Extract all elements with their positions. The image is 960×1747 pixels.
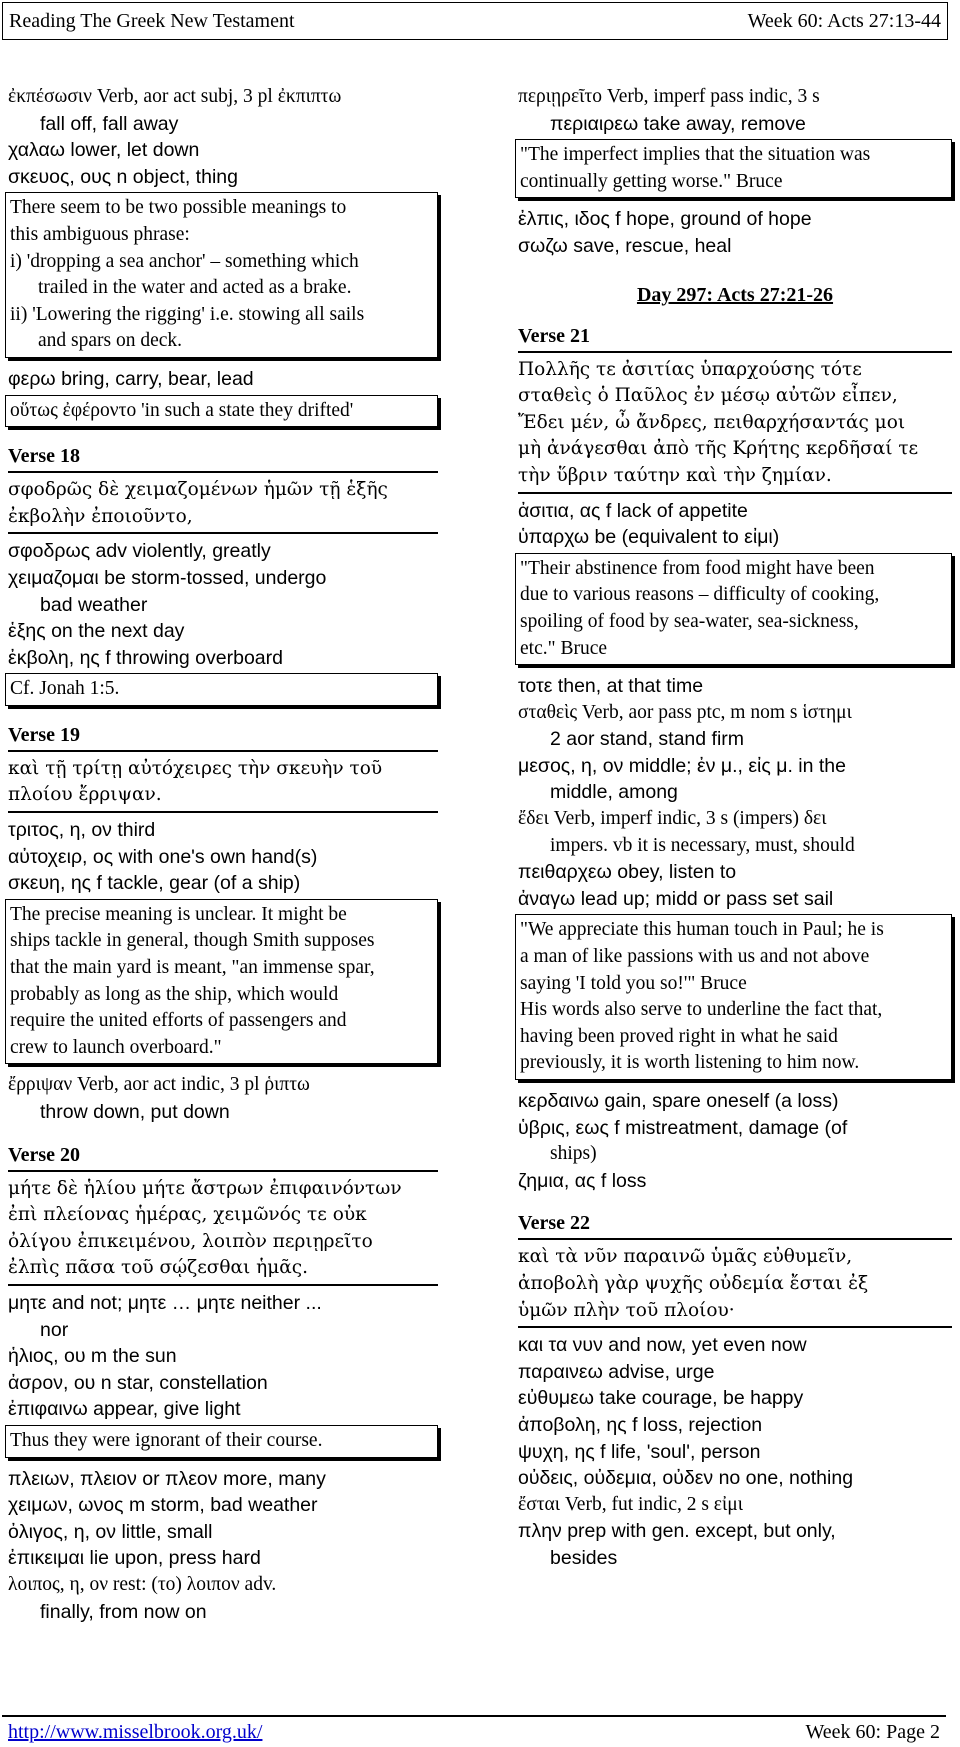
greek-line: σφοδρῶς δὲ χειμαζομένων ἡμῶν τῇ ἑξῆς bbox=[8, 479, 388, 501]
note-line: that the main yard is meant, "an immense spar, bbox=[10, 957, 375, 979]
lex-entry: σταθεὶς Verb, aor pass ptc, m nom s ἱστημι bbox=[518, 701, 852, 723]
greek-line: Πολλῆς τε ἀσιτίας ὑπαρχούσης τότε bbox=[518, 358, 862, 380]
lex-entry: περιῃρεῖτο Verb, imperf pass indic, 3 s bbox=[518, 86, 820, 107]
lex-entry: αὐτοχειρ, ος with one's own hand(s) bbox=[8, 845, 318, 868]
greek-line: τὴν ὕβριν ταύτην καὶ τὴν ζημίαν. bbox=[518, 464, 832, 486]
note-line: due to various reasons – difficulty of cooking, bbox=[520, 584, 880, 606]
verse-heading-19: Verse 19 bbox=[8, 722, 438, 752]
lex-gloss: περιαιρεω take away, remove bbox=[550, 112, 806, 135]
lex-gloss: 2 aor stand, stand firm bbox=[550, 728, 745, 751]
lex-entry: ἑξης on the next day bbox=[8, 620, 185, 643]
greek-text-22 bbox=[518, 1244, 952, 1328]
note-line: this ambiguous phrase: bbox=[10, 223, 190, 245]
note-line: The precise meaning is unclear. It might be bbox=[10, 903, 347, 925]
lex-entry: σκευη, ης f tackle, gear (of a ship) bbox=[8, 872, 301, 895]
lex-entry: ἔρριψαν Verb, aor act indic, 3 pl ῥιπτω bbox=[8, 1074, 310, 1096]
lex-entry: τοτε then, at that time bbox=[518, 675, 704, 698]
lex-entry: μητε and not; μητε … μητε neither ... bbox=[8, 1291, 322, 1314]
note-line: and spars on deck. bbox=[38, 330, 183, 352]
lex-gloss: ships) bbox=[550, 1143, 597, 1165]
greek-line: μὴ ἀνάγεσθαι ἀπὸ τῆς Κρήτης κερδῆσαί τε bbox=[518, 438, 919, 460]
page-footer bbox=[2, 1715, 946, 1743]
lex-entry: ἀναγω lead up; midd or pass set sail bbox=[518, 887, 834, 910]
note-line: His words also serve to underline the fact that, bbox=[520, 999, 883, 1021]
lex-entry: φερω bring, carry, bear, lead bbox=[8, 367, 254, 390]
greek-text-21 bbox=[518, 357, 952, 494]
header-title: Reading The Greek New Testament bbox=[9, 10, 295, 32]
lex-entry: ἡλιος, ου m the sun bbox=[8, 1345, 177, 1368]
greek-line: Ἔδει μέν, ὦ ἄνδρες, πειθαρχήσαντάς μοι bbox=[518, 411, 906, 433]
note-line: ii) 'Lowering the rigging' i.e. stowing all sails bbox=[10, 303, 365, 325]
verse-heading-22: Verse 22 bbox=[518, 1210, 952, 1240]
lex-gloss: throw down, put down bbox=[40, 1101, 230, 1123]
lex-entry: ψυχη, ης f life, 'soul', person bbox=[518, 1440, 761, 1463]
note-line: "We appreciate this human touch in Paul; he is bbox=[520, 919, 884, 941]
greek-text-18 bbox=[8, 477, 438, 534]
greek-line: μήτε δὲ ἡλίου μήτε ἄστρων ἐπιφαινόντων bbox=[8, 1177, 402, 1199]
lex-entry: τριτος, η, ον third bbox=[8, 819, 156, 842]
header-week: Week 60: Acts 27:13-44 bbox=[747, 10, 941, 32]
lex-gloss: middle, among bbox=[550, 781, 678, 804]
lex-entry: χαλαω lower, let down bbox=[8, 139, 200, 162]
note-line: Thus they were ignorant of their course. bbox=[10, 1429, 323, 1451]
note-box bbox=[5, 1425, 438, 1458]
note-line: a man of like passions with us and not above bbox=[520, 946, 870, 968]
note-line: spoiling of food by sea-water, sea-sickness, bbox=[520, 610, 859, 632]
greek-line: ἀποβολὴ γὰρ ψυχῆς οὐδεμία ἔσται ἐξ bbox=[518, 1272, 869, 1294]
note-line: There seem to be two possible meanings to bbox=[10, 197, 347, 219]
left-column bbox=[8, 84, 438, 1625]
phrase-text: οὕτως ἐφέροντο 'in such a state they drifted' bbox=[10, 399, 354, 421]
lex-entry: ἔδει Verb, imperf indic, 3 s (impers) δει bbox=[518, 808, 827, 830]
greek-line: σταθεὶς ὁ Παῦλος ἐν μέσῳ αὐτῶν εἶπεν, bbox=[518, 385, 898, 407]
lex-entry: χειμαζομαι be storm-tossed, undergo bbox=[8, 566, 327, 589]
note-line: Cf. Jonah 1:5. bbox=[10, 678, 120, 700]
lex-entry: ὀλιγος, η, ον little, small bbox=[8, 1520, 213, 1543]
note-line: "Their abstinence from food might have been bbox=[520, 557, 875, 579]
lex-entry: εὐθυμεω take courage, be happy bbox=[518, 1387, 804, 1410]
verse-heading-18: Verse 18 bbox=[8, 443, 438, 473]
note-line: probably as long as the ship, which would bbox=[10, 983, 339, 1005]
lex-entry: ὑπαρχω be (equivalent to εἰμι) bbox=[518, 526, 780, 549]
lex-entry: ἐκπέσωσιν Verb, aor act subj, 3 pl ἐκπιπτω bbox=[8, 86, 342, 107]
note-box bbox=[515, 553, 952, 665]
note-line: previously, it is worth listening to him now. bbox=[520, 1052, 860, 1074]
note-box bbox=[515, 139, 952, 198]
lex-entry: ἀσιτια, ας f lack of appetite bbox=[518, 499, 748, 522]
greek-line: καὶ τῇ τρίτῃ αὐτόχειρες τὴν σκευὴν τοῦ bbox=[8, 757, 383, 779]
greek-line: ὀλίγου ἐπικειμένου, λοιπὸν περιῃρεῖτο bbox=[8, 1230, 373, 1252]
verse-heading-20: Verse 20 bbox=[8, 1142, 438, 1172]
lex-entry: οὐδεις, οὐδεμια, οὐδεν no one, nothing bbox=[518, 1467, 854, 1490]
day-heading: Day 297: Acts 27:21-26 bbox=[636, 283, 834, 306]
note-line: crew to launch overboard." bbox=[10, 1036, 222, 1058]
lex-entry: και τα νυν and now, yet even now bbox=[518, 1334, 807, 1357]
lex-entry: χειμων, ωνος m storm, bad weather bbox=[8, 1494, 318, 1517]
lex-entry: λοιπος, η, ον rest: (το) λοιπον adv. bbox=[8, 1573, 277, 1595]
note-line: saying 'I told you so!'" Bruce bbox=[520, 972, 747, 994]
lex-entry: ὑβρις, εως f mistreatment, damage (of bbox=[518, 1116, 848, 1139]
lex-entry: ἀποβολη, ης f loss, rejection bbox=[518, 1413, 763, 1436]
note-box bbox=[5, 192, 438, 358]
greek-line: ἐκβολὴν ἐποιοῦντο, bbox=[8, 505, 193, 527]
lex-entry: πλην prep with gen. except, but only, bbox=[518, 1520, 836, 1543]
footer-link[interactable]: http://www.misselbrook.org.uk/ bbox=[8, 1721, 263, 1743]
lex-entry: ζημια, ας f loss bbox=[518, 1169, 647, 1192]
footer-page: Week 60: Page 2 bbox=[805, 1721, 940, 1743]
note-line: having been proved right in what he said bbox=[520, 1025, 838, 1047]
greek-text-20 bbox=[8, 1176, 438, 1286]
lex-entry: πειθαρχεω obey, listen to bbox=[518, 861, 737, 884]
note-line: i) 'dropping a sea anchor' – something which bbox=[10, 250, 359, 272]
greek-line: ἐλπὶς πᾶσα τοῦ σῴζεσθαι ἡμᾶς. bbox=[8, 1257, 309, 1279]
lex-entry: ἐπικειμαι lie upon, press hard bbox=[8, 1547, 261, 1570]
page-header bbox=[2, 2, 948, 40]
note-line: continually getting worse." Bruce bbox=[520, 170, 783, 192]
right-column bbox=[518, 84, 952, 1572]
note-line: trailed in the water and acted as a brake. bbox=[38, 277, 352, 299]
lex-entry: μεσος, η, ον middle; ἐν μ., εἰς μ. in the bbox=[518, 754, 846, 777]
note-line: "The imperfect implies that the situation was bbox=[520, 144, 871, 166]
note-box bbox=[515, 914, 952, 1080]
greek-line: ὑμῶν πλὴν τοῦ πλοίου· bbox=[518, 1299, 735, 1321]
note-box bbox=[5, 899, 438, 1065]
greek-line: πλοίου ἔρριψαν. bbox=[8, 784, 162, 806]
greek-text-19 bbox=[8, 756, 438, 813]
note-box bbox=[5, 673, 438, 706]
verse-heading-21: Verse 21 bbox=[518, 323, 952, 353]
greek-line: ἐπὶ πλείονας ἡμέρας, χειμῶνός τε οὐκ bbox=[8, 1204, 367, 1226]
lex-entry: παραινεω advise, urge bbox=[518, 1360, 715, 1383]
lex-gloss: impers. vb it is necessary, must, should bbox=[550, 834, 855, 856]
lex-entry: κερδαινω gain, spare oneself (a loss) bbox=[518, 1090, 839, 1112]
note-line: etc." Bruce bbox=[520, 637, 607, 659]
greek-line: καὶ τὰ νῦν παραινῶ ὑμᾶς εὐθυμεῖν, bbox=[518, 1246, 853, 1268]
lex-entry: ἐπιφαινω appear, give light bbox=[8, 1398, 241, 1421]
lex-entry: σφοδρως adv violently, greatly bbox=[8, 540, 271, 563]
lex-gloss: besides bbox=[550, 1546, 618, 1569]
lex-entry: ἀσρον, ου n star, constellation bbox=[8, 1371, 268, 1394]
lex-entry: σκευος, ους n object, thing bbox=[8, 165, 238, 188]
lex-gloss: bad weather bbox=[40, 593, 148, 616]
lex-entry: ἐκβολη, ης f throwing overboard bbox=[8, 646, 283, 669]
phrase-box bbox=[5, 395, 438, 428]
lex-gloss: finally, from now on bbox=[40, 1600, 207, 1623]
note-line: require the united efforts of passengers and bbox=[10, 1010, 347, 1032]
lex-entry: ἐλπις, ιδος f hope, ground of hope bbox=[518, 208, 812, 231]
note-line: ships tackle in general, though Smith supposes bbox=[10, 930, 375, 952]
lex-gloss: nor bbox=[40, 1318, 69, 1341]
lex-entry: σωζω save, rescue, heal bbox=[518, 234, 732, 257]
lex-gloss: fall off, fall away bbox=[40, 112, 179, 135]
lex-entry: πλειων, πλειον or πλεον more, many bbox=[8, 1467, 326, 1490]
lex-entry: ἔσται Verb, fut indic, 2 s εἰμι bbox=[518, 1493, 743, 1515]
